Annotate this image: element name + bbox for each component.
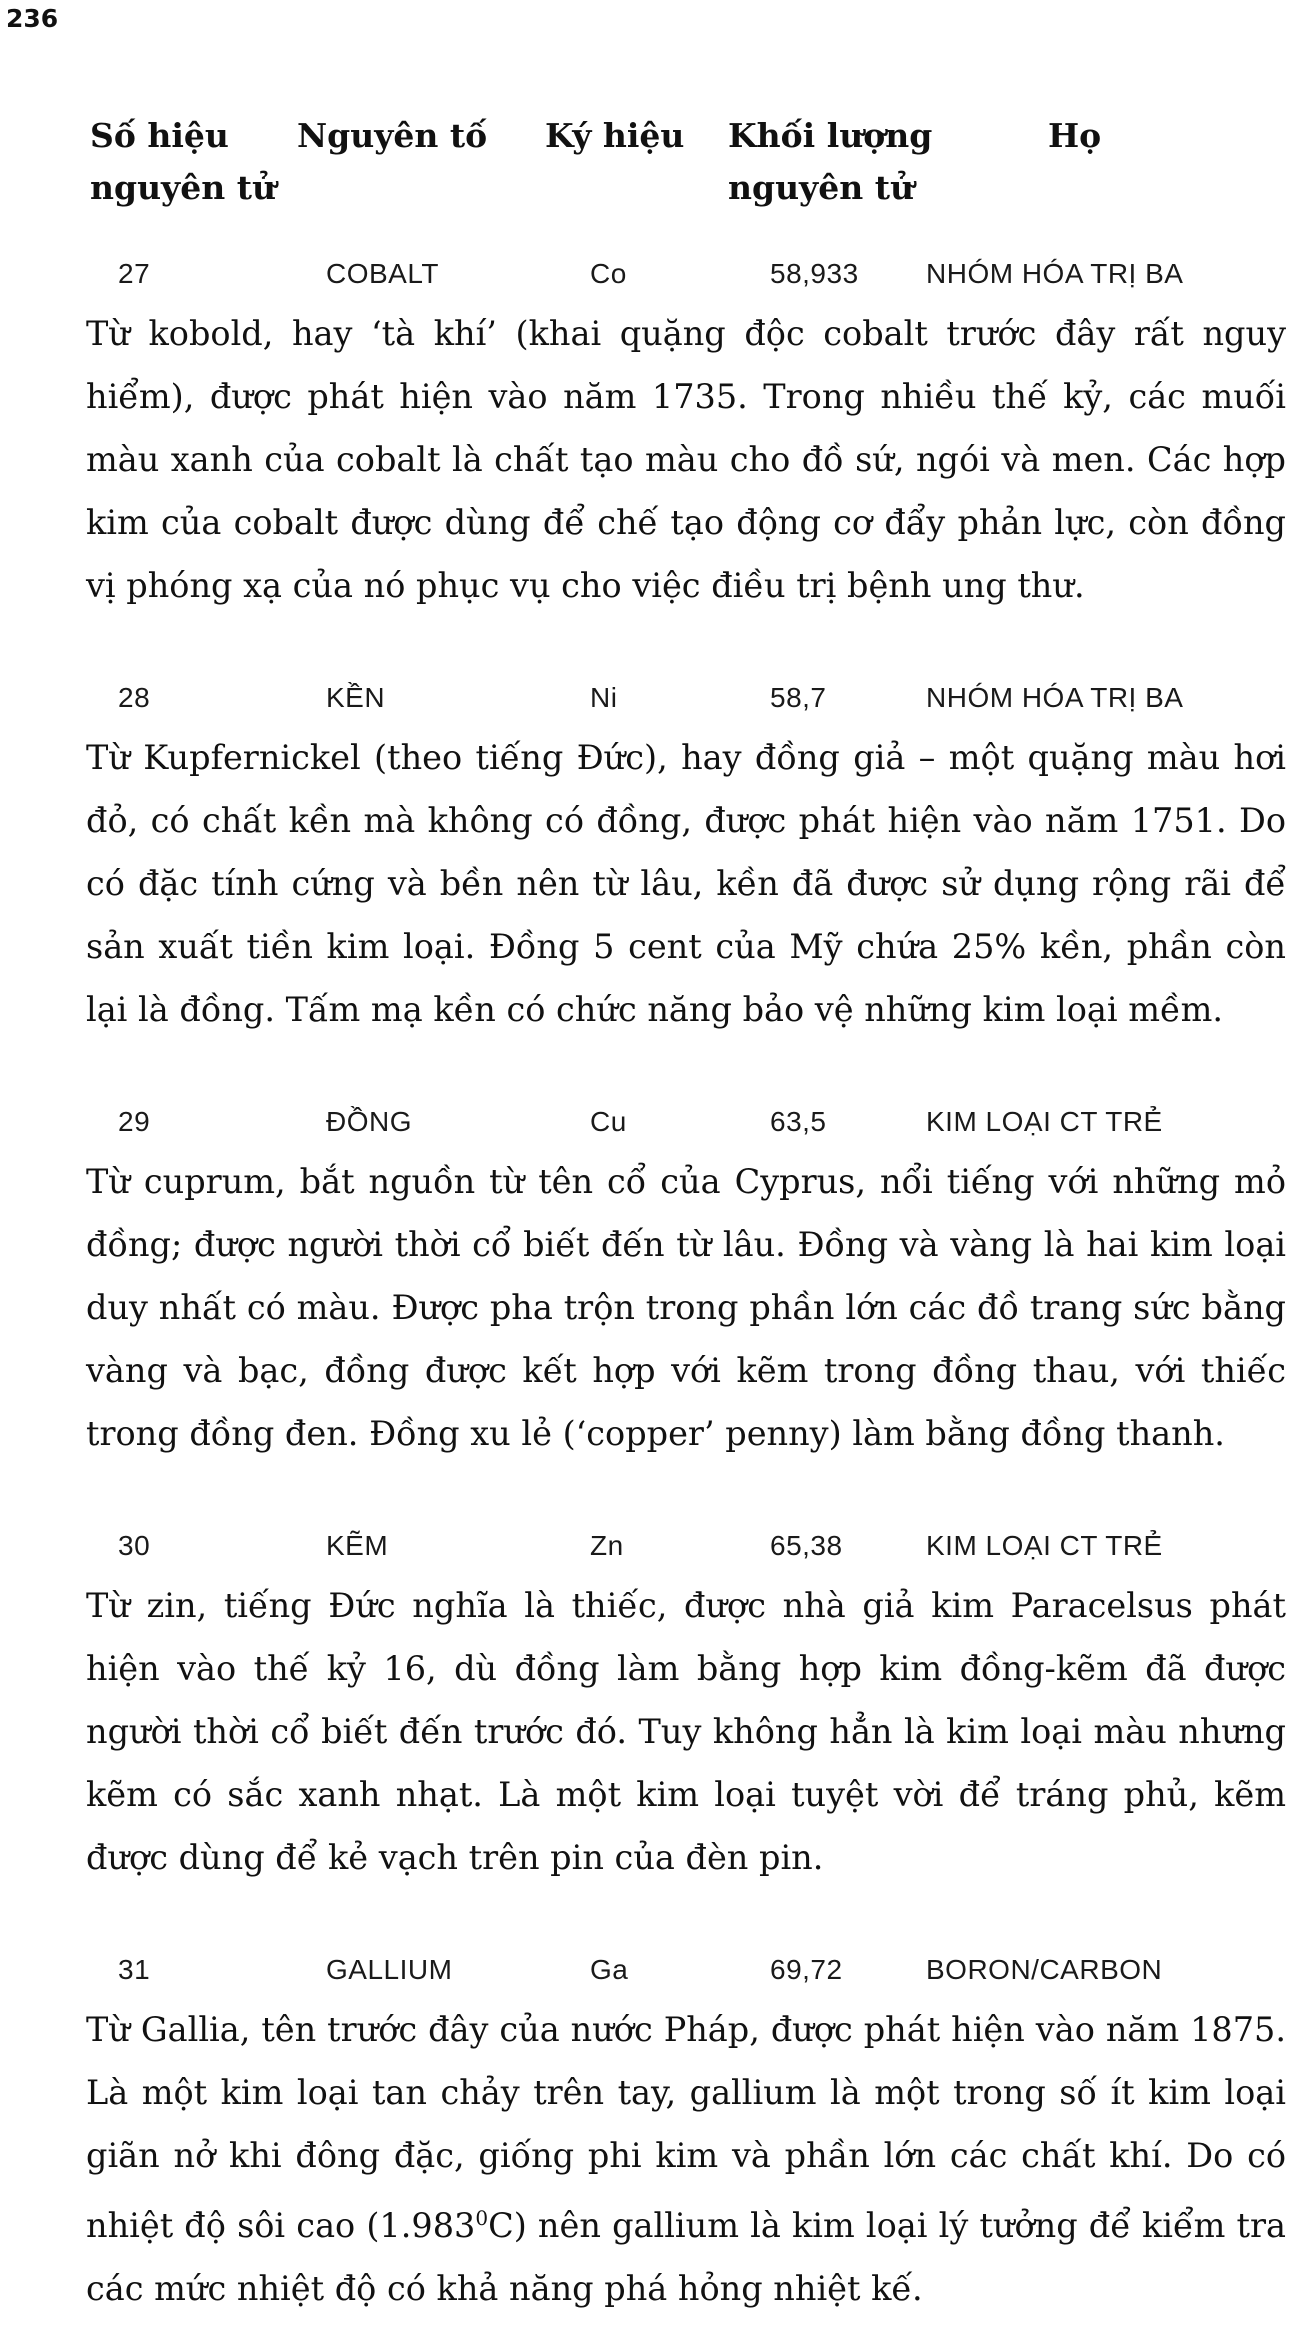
element-symbol: Ni xyxy=(590,682,618,713)
degree-superscript: 0 xyxy=(475,2206,489,2230)
element-family: BORON/CARBON xyxy=(926,1954,1163,1985)
description-part: Từ Gallia, tên trước đây của nước Pháp, được phát hiện vào năm 1875. Là một kim loại tan chảy trên tay, gallium là một trong số ít kim loại giãn nở khi đông đặc, giống phi kim và phần lớn các chất khí. Do có nhiệt độ sôi cao (1.983 xyxy=(86,2010,1286,2246)
element-symbol: Cu xyxy=(590,1106,627,1137)
element-description: Từ cuprum, bắt nguồn từ tên cổ của Cyprus, nổi tiếng với những mỏ đồng; được người thời cổ biết đến từ lâu. Đồng và vàng là hai kim loại duy nhất có màu. Được pha trộn trong phần lớn các đồ trang sức bằng vàng và bạc, đồng được kết hợp với kẽm trong đồng thau, với thiếc trong đồng đen. Đồng xu lẻ (‘copper’ penny) làm bằng đồng thanh. xyxy=(86,1162,1286,1453)
atomic-number: 31 xyxy=(118,1954,151,1985)
header-element: Nguyên tố xyxy=(297,116,488,155)
element-name: KẼM xyxy=(326,1530,389,1561)
element-name: KỀN xyxy=(326,682,386,713)
element-family: NHÓM HÓA TRỊ BA xyxy=(926,258,1184,289)
header-family: Họ xyxy=(1048,116,1102,155)
atomic-number: 27 xyxy=(118,258,151,289)
header-symbol: Ký hiệu xyxy=(545,116,685,155)
element-name: ĐỒNG xyxy=(326,1106,412,1137)
element-description: Từ kobold, hay ‘tà khí’ (khai quặng độc cobalt trước đây rất nguy hiểm), được phát hiện vào năm 1735. Trong nhiều thế kỷ, các muối màu xanh của cobalt là chất tạo màu cho đồ sứ, ngói và men. Các hợp kim của cobalt được dùng để chế tạo động cơ đẩy phản lực, còn đồng vị phóng xạ của nó phục vụ cho việc điều trị bệnh ung thư. xyxy=(86,314,1286,605)
entry-meta xyxy=(0,1954,1312,1998)
table-header xyxy=(0,110,1312,240)
element-entry-copper xyxy=(0,1106,1312,1465)
entry-meta xyxy=(0,258,1312,302)
atomic-mass: 58,7 xyxy=(770,682,827,713)
element-symbol: Co xyxy=(590,258,627,289)
page-number: 236 xyxy=(6,4,59,33)
element-description xyxy=(86,1998,1286,2320)
element-entry-zinc xyxy=(0,1530,1312,1889)
atomic-mass: 58,933 xyxy=(770,258,859,289)
element-family: NHÓM HÓA TRỊ BA xyxy=(926,682,1184,713)
element-description: Từ Kupfernickel (theo tiếng Đức), hay đồng giả – một quặng màu hơi đỏ, có chất kền mà không có đồng, được phát hiện vào năm 1751. Do có đặc tính cứng và bền nên từ lâu, kền đã được sử dụng rộng rãi để sản xuất tiền kim loại. Đồng 5 cent của Mỹ chứa 25% kền, phần còn lại là đồng. Tấm mạ kền có chức năng bảo vệ những kim loại mềm. xyxy=(86,738,1286,1029)
atomic-number: 28 xyxy=(118,682,151,713)
entry-meta xyxy=(0,1106,1312,1150)
element-family: KIM LOẠI CT TRẺ xyxy=(926,1530,1163,1561)
atomic-mass: 65,38 xyxy=(770,1530,843,1561)
header-atomic-number: Số hiệu nguyên tử xyxy=(90,116,276,207)
entry-meta xyxy=(0,682,1312,726)
element-name: GALLIUM xyxy=(326,1954,453,1985)
entry-meta xyxy=(0,1530,1312,1574)
element-family: KIM LOẠI CT TRẺ xyxy=(926,1106,1163,1137)
atomic-mass: 63,5 xyxy=(770,1106,827,1137)
description-part: C) nên gallium là kim loại lý tưởng để kiểm tra các mức nhiệt độ có khả năng phá hỏng nhiệt kế. xyxy=(86,2206,1286,2309)
header-atomic-mass: Khối lượng nguyên tử xyxy=(728,116,933,207)
atomic-number: 29 xyxy=(118,1106,151,1137)
element-entry-nickel xyxy=(0,682,1312,1041)
element-symbol: Zn xyxy=(590,1530,624,1561)
element-entry-cobalt xyxy=(0,258,1312,617)
atomic-mass: 69,72 xyxy=(770,1954,843,1985)
atomic-number: 30 xyxy=(118,1530,151,1561)
element-entry-gallium xyxy=(0,1954,1312,2320)
element-symbol: Ga xyxy=(590,1954,629,1985)
element-description: Từ zin, tiếng Đức nghĩa là thiếc, được nhà giả kim Paracelsus phát hiện vào thế kỷ 16, dù đồng làm bằng hợp kim đồng-kẽm đã được người thời cổ biết đến trước đó. Tuy không hẳn là kim loại màu nhưng kẽm có sắc xanh nhạt. Là một kim loại tuyệt vời để tráng phủ, kẽm được dùng để kẻ vạch trên pin của đèn pin. xyxy=(86,1586,1286,1877)
element-name: COBALT xyxy=(326,258,439,289)
